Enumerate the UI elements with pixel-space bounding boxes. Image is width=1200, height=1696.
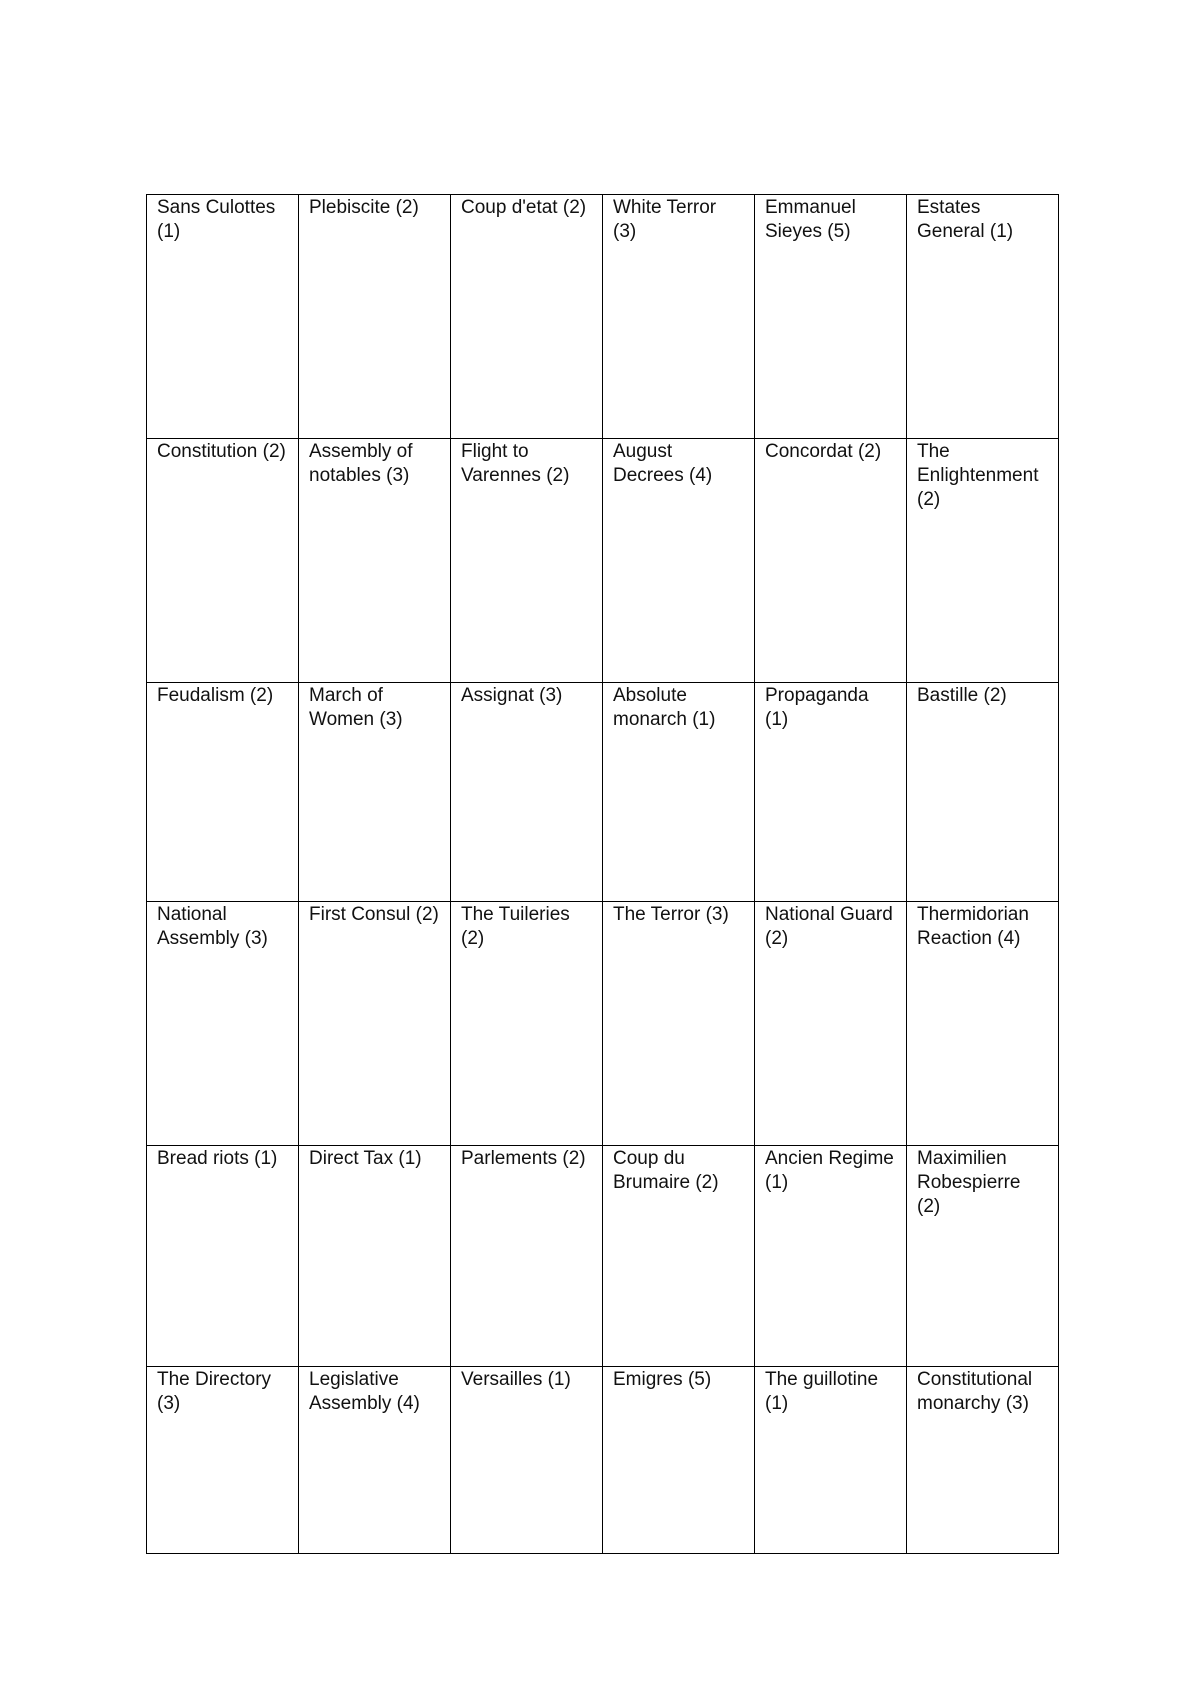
table-row: [147, 439, 1059, 683]
table-cell: The Directory (3): [147, 1367, 299, 1554]
table-cell: Emmanuel Sieyes (5): [755, 195, 907, 439]
table-cell: Constitution (2): [147, 439, 299, 683]
table-row: [147, 902, 1059, 1146]
table-cell: The Tuileries (2): [451, 902, 603, 1146]
term-grid-table: [146, 194, 1059, 1554]
table-row: [147, 1146, 1059, 1367]
table-cell: Constitutional monarchy (3): [907, 1367, 1059, 1554]
table-cell: Coup du Brumaire (2): [603, 1146, 755, 1367]
table-cell: Legislative Assembly (4): [299, 1367, 451, 1554]
table-cell: Estates General (1): [907, 195, 1059, 439]
table-cell: March of Women (3): [299, 683, 451, 902]
table-cell: The Terror (3): [603, 902, 755, 1146]
table-cell: National Assembly (3): [147, 902, 299, 1146]
table-cell: The Enlightenment (2): [907, 439, 1059, 683]
table-cell: The guillotine (1): [755, 1367, 907, 1554]
table-cell: Feudalism (2): [147, 683, 299, 902]
table-cell: Concordat (2): [755, 439, 907, 683]
table-cell: Absolute monarch (1): [603, 683, 755, 902]
table-cell: Ancien Regime (1): [755, 1146, 907, 1367]
table-cell: Parlements (2): [451, 1146, 603, 1367]
table-cell: White Terror (3): [603, 195, 755, 439]
table-cell: Assignat (3): [451, 683, 603, 902]
table-cell: Maximilien Robespierre (2): [907, 1146, 1059, 1367]
table-cell: Emigres (5): [603, 1367, 755, 1554]
table-cell: Assembly of notables (3): [299, 439, 451, 683]
table-cell: First Consul (2): [299, 902, 451, 1146]
table-cell: August Decrees (4): [603, 439, 755, 683]
table-cell: Flight to Varennes (2): [451, 439, 603, 683]
table-cell: Sans Culottes (1): [147, 195, 299, 439]
table-cell: Plebiscite (2): [299, 195, 451, 439]
table-row: [147, 195, 1059, 439]
table-cell: Propaganda (1): [755, 683, 907, 902]
table-cell: National Guard (2): [755, 902, 907, 1146]
table-cell: Thermidorian Reaction (4): [907, 902, 1059, 1146]
table-cell: Versailles (1): [451, 1367, 603, 1554]
table-cell: Coup d'etat (2): [451, 195, 603, 439]
table-cell: Bread riots (1): [147, 1146, 299, 1367]
table-cell: Direct Tax (1): [299, 1146, 451, 1367]
table-row: [147, 683, 1059, 902]
table-row: [147, 1367, 1059, 1554]
table-cell: Bastille (2): [907, 683, 1059, 902]
